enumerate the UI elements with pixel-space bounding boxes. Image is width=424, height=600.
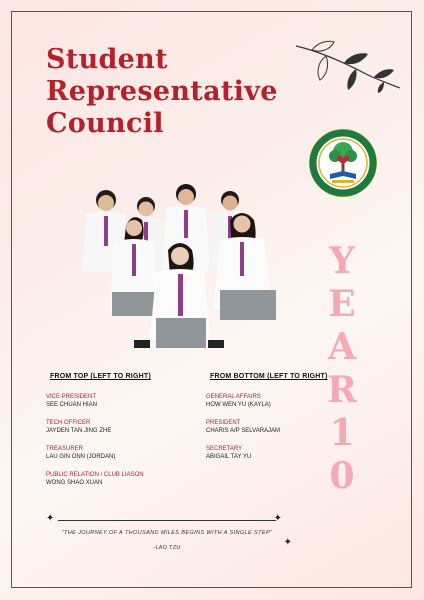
page-title <box>46 44 278 140</box>
member-name: SEE CHUAN HIAN <box>46 402 98 408</box>
title-line-1: Student <box>46 44 168 75</box>
quote-text: "THE JOURNEY OF A THOUSAND MILES BEGINS WITH A SINGLE STEP" <box>61 530 273 536</box>
member-entry <box>46 419 206 435</box>
leaf-branch-icon <box>292 36 404 94</box>
sparkle-icon: ✦ <box>283 537 292 548</box>
member-name: LAU GIN ONN (JORDAN) <box>46 454 116 460</box>
member-role: TREASURER <box>46 446 84 452</box>
member-entry <box>206 419 336 435</box>
sparkle-icon: ✦ <box>46 513 55 524</box>
year-letter: E <box>328 283 356 325</box>
member-role: TECH OFFICER <box>46 420 91 426</box>
quote-box <box>46 513 292 563</box>
member-role: SECRETARY <box>206 446 243 452</box>
member-role: PRESIDENT <box>206 420 241 426</box>
student-council-group-photo <box>60 180 296 352</box>
year-letter: R <box>327 369 357 411</box>
quote-author: -LAO TZU <box>153 545 181 551</box>
column-heading: FROM TOP (LEFT TO RIGHT) <box>50 373 151 380</box>
year-letter: 0 <box>329 455 355 497</box>
title-line-3: Council <box>46 108 164 139</box>
year-letter: 1 <box>329 412 355 454</box>
member-name: JAYDEN TAN JING ZHE <box>46 428 112 434</box>
member-entry <box>46 471 206 487</box>
member-entry <box>46 393 206 409</box>
year-letter: A <box>328 326 356 368</box>
members-from-top-column <box>46 373 206 497</box>
year-letter: Y <box>329 240 355 282</box>
member-entry <box>206 445 336 461</box>
member-entry <box>46 445 206 461</box>
member-role: PUBLIC RELATION / CLUB LIASON <box>46 472 144 478</box>
school-crest-logo <box>308 128 378 198</box>
member-role: GENERAL AFFAIRS <box>206 394 261 400</box>
title-line-2: Representative <box>46 76 278 107</box>
sparkle-icon: ✦ <box>273 513 282 524</box>
member-name: HOW WEN YU (KAYLA) <box>206 402 271 408</box>
member-entry <box>206 393 336 409</box>
quote-divider <box>58 520 276 521</box>
member-name: ABIGAIL TAY YU <box>206 454 252 460</box>
members-from-bottom-column <box>206 373 336 471</box>
member-role: VICE PRESIDENT <box>46 394 97 400</box>
member-name: CHARIS A/P SELVARAJAM <box>206 428 281 434</box>
member-name: WONG SHAO XUAN <box>46 480 103 486</box>
column-heading: FROM BOTTOM (LEFT TO RIGHT) <box>210 373 328 380</box>
